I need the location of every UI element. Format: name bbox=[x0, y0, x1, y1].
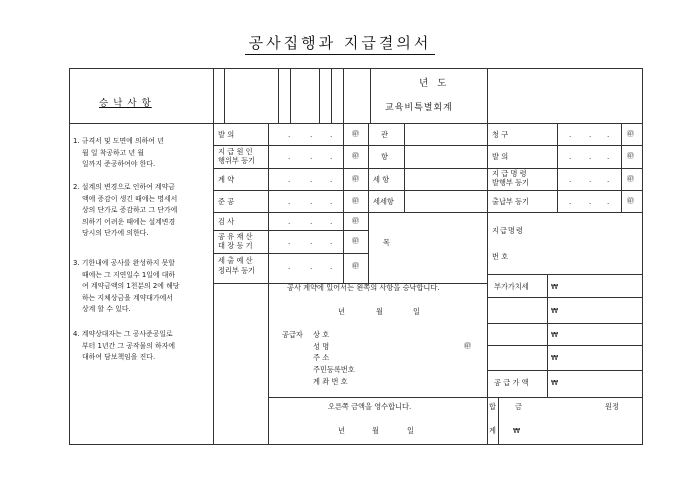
total-label-1: 합 bbox=[489, 402, 496, 411]
row-label-payment-cause: 지 급 원 인 bbox=[218, 147, 253, 156]
approval-item-1: 1. 규격서 및 도면에 의하여 년 월 일 착공하고 년 월 일까지 준공하여야 한다. bbox=[73, 137, 164, 168]
budget-semok: 세세항 bbox=[373, 197, 394, 206]
approval-heading: 승 낙 사 항 bbox=[99, 98, 152, 109]
row-label-payment-order-2: 발행부 등기 bbox=[492, 178, 530, 187]
supplier-label: 공급자 bbox=[282, 330, 303, 339]
payment-order-number-label-2: 번 호 bbox=[492, 252, 509, 261]
row-label-budget: 세 출 예 산 bbox=[218, 256, 253, 265]
supplier-address: 주 소 bbox=[313, 353, 330, 362]
supply-amount-label: 공 급 가 액 bbox=[494, 378, 529, 387]
amount-row-3-won-sign: ₩ bbox=[551, 330, 559, 339]
total-won-jeong: 원정 bbox=[605, 402, 619, 411]
row-label-claim: 청 구 bbox=[492, 130, 509, 139]
approval-item-4: 4. 계약상대자는 그 공사준공일로 부터 1년간 그 공작물의 하자에 대하여 담보책임을 진다. bbox=[73, 330, 176, 361]
row-label-proposal-right: 발 의 bbox=[492, 152, 509, 161]
receipt-date-month: 월 bbox=[372, 426, 379, 435]
supplier-stamp: ㊞ bbox=[464, 342, 471, 350]
receipt-text: 오른쪽 금액을 영수합니다. bbox=[328, 402, 412, 411]
vat-won-sign: ₩ bbox=[551, 282, 559, 291]
receipt-date-day: 일 bbox=[407, 426, 414, 435]
payment-order-number-label: 지급명령 bbox=[492, 226, 524, 235]
contract-approval-text: 공사 계약에 있어서는 왼쪽의 사항을 승낙합니다. bbox=[287, 283, 440, 292]
supply-amount-won-sign: ₩ bbox=[551, 378, 559, 387]
document-title: 공사집행과 지급결의서 bbox=[0, 32, 680, 53]
approval-item-3: 3. 기한내에 공사를 완성하지 못할 때에는 그 지연일수 1일에 대하 여 계약금액의 1천분의 2에 해당 하는 지체상금을 계약대가에서 상계 할 수 있다. bbox=[73, 259, 180, 313]
row-label-contract: 계 약 bbox=[218, 175, 235, 184]
row-label-budget-2: 정리부 등기 bbox=[218, 266, 256, 275]
row-label-ledger: 출납부 등기 bbox=[492, 197, 530, 206]
budget-mok: 목 bbox=[383, 238, 390, 247]
contract-date-month: 월 bbox=[376, 307, 383, 316]
supplier-account-number: 계 좌 번 호 bbox=[313, 377, 348, 386]
row-label-public-property: 공 유 재 산 bbox=[218, 232, 253, 241]
amount-row-4-won-sign: ₩ bbox=[551, 353, 559, 362]
total-label-2: 계 bbox=[489, 426, 496, 435]
contract-date-year: 년 bbox=[338, 307, 345, 316]
row-label-public-property-2: 대 장 등 기 bbox=[218, 241, 253, 250]
row-label-proposal: 발 의 bbox=[218, 130, 235, 139]
amount-row-2-won-sign: ₩ bbox=[551, 306, 559, 315]
contract-date-day: 일 bbox=[413, 307, 420, 316]
supplier-name: 성 명 bbox=[313, 342, 330, 351]
approval-item-2: 2. 설계의 변경으로 인하여 계약금 액에 증감이 생긴 때에는 명세서 상의 단가로 증감하고 그 단가에 의하기 어려운 때에는 설계변경 당시의 단가에 의한다. bbox=[73, 183, 178, 237]
row-label-payment-cause-2: 행위부 등기 bbox=[218, 156, 256, 165]
row-label-inspection: 검 사 bbox=[218, 217, 235, 226]
supplier-company-name: 상 호 bbox=[313, 330, 330, 339]
vat-label: 부가가치세 bbox=[494, 282, 529, 291]
budget-hang: 항 bbox=[381, 152, 388, 161]
budget-gwan: 관 bbox=[381, 130, 388, 139]
account-label: 교육비특별회계 bbox=[385, 103, 453, 113]
total-geum: 금 bbox=[515, 402, 522, 411]
fiscal-year-label: 년 도 bbox=[419, 78, 450, 89]
total-won-sign: ₩ bbox=[513, 426, 521, 435]
receipt-date-year: 년 bbox=[338, 426, 345, 435]
supplier-resident-number: 주민등록번호 bbox=[313, 365, 355, 374]
budget-sehang: 세 항 bbox=[373, 175, 390, 184]
row-label-payment-order: 지 급 명 령 bbox=[492, 169, 527, 178]
row-label-completion: 준 공 bbox=[218, 197, 235, 206]
